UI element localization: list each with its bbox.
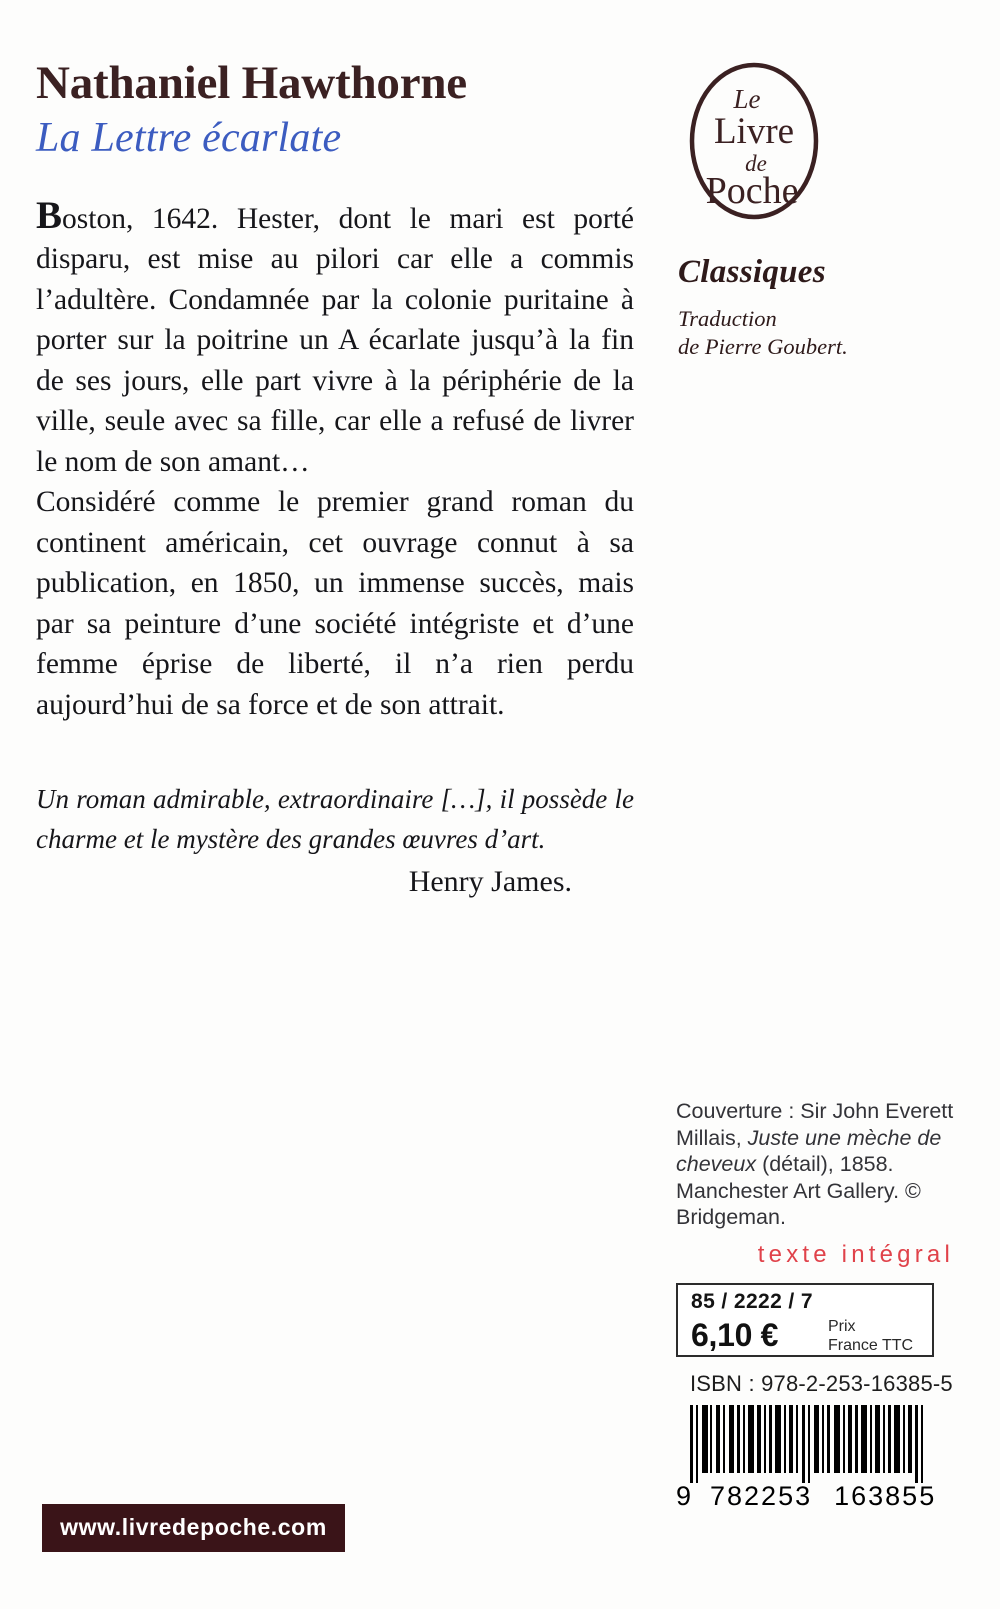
publisher-website-banner[interactable]: www.livredepoche.com: [42, 1504, 345, 1552]
press-quote-attribution: Henry James.: [408, 865, 572, 899]
price-code: 85 / 2222 / 7: [691, 1289, 813, 1313]
blurb-paragraph-1: Boston, 1642. Hester, dont le mari est porté disparu, est mise au pilori car elle a commis l’adultère. Condamnée par la colonie puritaine à porter sur la poitrine un A écarlate jusqu’à la fin de ses jours, elle part vivre à la périphérie de la ville, seule avec sa fille, car elle a refusé de livrer le nom de son amant…: [36, 193, 634, 478]
logo-text-de: de: [745, 151, 767, 176]
main-text-column: [36, 58, 636, 899]
livre-de-poche-logo: [684, 60, 824, 222]
blurb-paragraph-2: Considéré comme le premier grand roman du continent américain, cet ouvrage connut à sa publication, en 1850, un immense succès, mais par sa peinture d’une société intégriste et d’une femme éprise de liberté, il n’a rien perdu aujourd’hui de sa force et de son attrait.: [36, 486, 634, 721]
price-note-line-1: Prix: [828, 1317, 856, 1335]
legal-and-commerce-column: [676, 1098, 956, 1512]
barcode-bars-icon: [676, 1405, 941, 1483]
barcode-digits: [676, 1481, 954, 1512]
edition-note: texte intégral: [757, 1240, 954, 1268]
price-box: [676, 1283, 934, 1357]
barcode-right-group: 163855: [834, 1480, 937, 1511]
barcode-left-group: 782253: [710, 1480, 813, 1511]
logo-text-livre: Livre: [713, 111, 795, 152]
press-quote-block: [36, 779, 634, 899]
barcode-lead-digit: 9: [676, 1480, 693, 1511]
ean13-barcode: [676, 1405, 954, 1512]
cover-credit-prefix: Couverture : Sir John Everett Millais,: [676, 1099, 954, 1150]
imprint-column: [676, 60, 958, 361]
press-quote: Un roman admirable, extraordinaire […], il possède le charme et le mystère des grandes œuvres d’art.: [36, 784, 634, 855]
cover-credit: [676, 1098, 956, 1231]
cover-artwork-title: Juste une mèche de cheveux: [676, 1125, 942, 1176]
translation-line-2: de Pierre Goubert.: [678, 334, 848, 359]
blurb-block: [36, 193, 634, 726]
logo-text-poche: Poche: [705, 170, 799, 212]
book-title: La Lettre écarlate: [36, 114, 342, 161]
isbn-text: ISBN : 978-2-253-16385-5: [690, 1370, 953, 1396]
translation-line-1: Traduction: [678, 306, 777, 331]
translation-credit: [678, 305, 958, 361]
price-amount: 6,10 €: [691, 1316, 779, 1353]
cover-credit-suffix: (détail), 1858. Manchester Art Gallery. © Bridgeman.: [676, 1152, 921, 1229]
logo-text-le: Le: [733, 84, 761, 114]
price-note-line-2: France TTC: [828, 1336, 914, 1354]
author-name: Nathaniel Hawthorne: [36, 57, 467, 109]
price-note: [828, 1317, 913, 1355]
collection-name: Classiques: [678, 254, 826, 290]
oval-logo-icon: [684, 60, 824, 222]
